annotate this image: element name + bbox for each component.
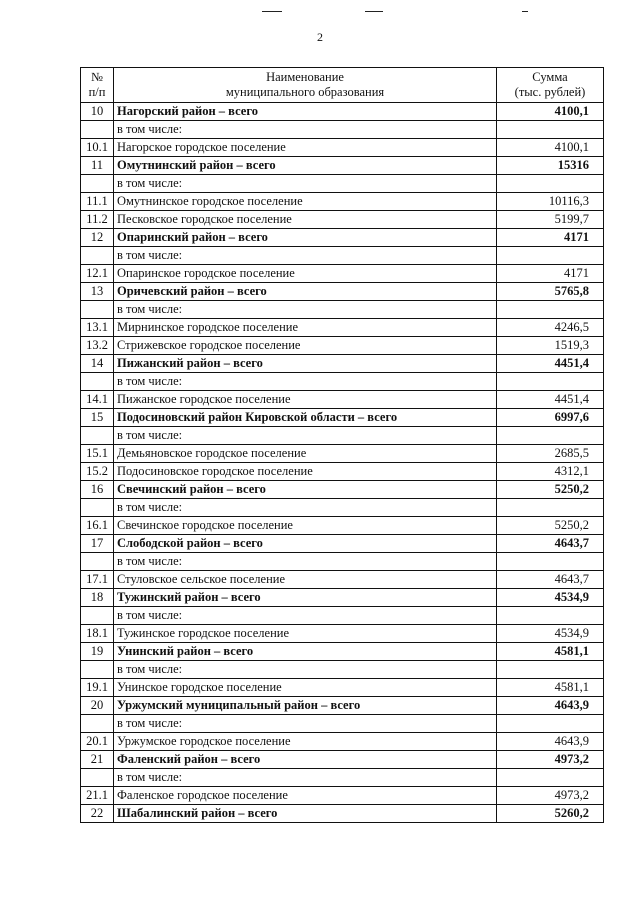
cell-name: Свечинское городское поселение bbox=[114, 517, 497, 535]
cell-name: в том числе: bbox=[114, 715, 497, 733]
cell-name: в том числе: bbox=[114, 607, 497, 625]
header-name-line: муниципального образования bbox=[225, 85, 385, 99]
cell-name: Опаринское городское поселение bbox=[114, 265, 497, 283]
cell-sum: 2685,5 bbox=[497, 445, 604, 463]
table-row bbox=[81, 715, 604, 733]
cell-sum: 4643,9 bbox=[497, 733, 604, 751]
cell-sum bbox=[497, 553, 604, 571]
cell-sum: 4100,1 bbox=[497, 139, 604, 157]
cell-num bbox=[81, 175, 114, 193]
table-body bbox=[81, 103, 604, 823]
table-row bbox=[81, 805, 604, 823]
table-row bbox=[81, 589, 604, 607]
cell-num: 17 bbox=[81, 535, 114, 553]
header-sum bbox=[497, 68, 604, 103]
table-row bbox=[81, 481, 604, 499]
cell-sum: 4581,1 bbox=[497, 643, 604, 661]
cell-name: Подосиновский район Кировской области – всего bbox=[114, 409, 497, 427]
table-row bbox=[81, 751, 604, 769]
cell-name: Мирнинское городское поселение bbox=[114, 319, 497, 337]
table-header-row bbox=[81, 68, 604, 103]
header-num-line: № bbox=[91, 70, 103, 84]
table-row bbox=[81, 391, 604, 409]
cell-sum: 4312,1 bbox=[497, 463, 604, 481]
cell-name: Омутнинское городское поселение bbox=[114, 193, 497, 211]
table-row bbox=[81, 229, 604, 247]
table-row bbox=[81, 337, 604, 355]
table-row bbox=[81, 787, 604, 805]
table-row bbox=[81, 247, 604, 265]
cell-sum bbox=[497, 715, 604, 733]
cell-name: Слободской район – всего bbox=[114, 535, 497, 553]
cell-num: 14 bbox=[81, 355, 114, 373]
cell-name: в том числе: bbox=[114, 301, 497, 319]
cell-num: 13 bbox=[81, 283, 114, 301]
cell-name: Стрижевское городское поселение bbox=[114, 337, 497, 355]
scan-mark bbox=[522, 11, 528, 12]
cell-name: Унинский район – всего bbox=[114, 643, 497, 661]
cell-num: 11.2 bbox=[81, 211, 114, 229]
cell-sum: 4643,7 bbox=[497, 535, 604, 553]
cell-num: 13.2 bbox=[81, 337, 114, 355]
table-row bbox=[81, 499, 604, 517]
table-row bbox=[81, 535, 604, 553]
cell-name: Пижанское городское поселение bbox=[114, 391, 497, 409]
cell-sum: 4973,2 bbox=[497, 751, 604, 769]
cell-num bbox=[81, 121, 114, 139]
cell-name: Шабалинский район – всего bbox=[114, 805, 497, 823]
table-row bbox=[81, 355, 604, 373]
cell-sum bbox=[497, 121, 604, 139]
cell-sum: 4973,2 bbox=[497, 787, 604, 805]
cell-sum: 4246,5 bbox=[497, 319, 604, 337]
cell-num bbox=[81, 769, 114, 787]
table-row bbox=[81, 157, 604, 175]
table-row bbox=[81, 607, 604, 625]
cell-num: 12.1 bbox=[81, 265, 114, 283]
cell-name: Уржумский муниципальный район – всего bbox=[114, 697, 497, 715]
table-row bbox=[81, 319, 604, 337]
cell-num: 11.1 bbox=[81, 193, 114, 211]
table-row bbox=[81, 571, 604, 589]
cell-name: в том числе: bbox=[114, 373, 497, 391]
table-row bbox=[81, 211, 604, 229]
table-row bbox=[81, 679, 604, 697]
cell-num: 14.1 bbox=[81, 391, 114, 409]
cell-name: Нагорский район – всего bbox=[114, 103, 497, 121]
cell-name: Стуловское сельское поселение bbox=[114, 571, 497, 589]
cell-name: в том числе: bbox=[114, 427, 497, 445]
cell-num: 11 bbox=[81, 157, 114, 175]
table-row bbox=[81, 265, 604, 283]
table-row bbox=[81, 427, 604, 445]
header-sum-line: Сумма bbox=[532, 70, 568, 84]
cell-sum bbox=[497, 175, 604, 193]
cell-sum: 4534,9 bbox=[497, 625, 604, 643]
table-row bbox=[81, 193, 604, 211]
table-row bbox=[81, 553, 604, 571]
cell-num: 22 bbox=[81, 805, 114, 823]
cell-name: в том числе: bbox=[114, 175, 497, 193]
cell-num bbox=[81, 553, 114, 571]
table-row bbox=[81, 301, 604, 319]
cell-sum bbox=[497, 373, 604, 391]
cell-name: Пижанский район – всего bbox=[114, 355, 497, 373]
cell-sum bbox=[497, 427, 604, 445]
cell-num: 10.1 bbox=[81, 139, 114, 157]
cell-name: Подосиновское городское поселение bbox=[114, 463, 497, 481]
cell-sum: 4643,7 bbox=[497, 571, 604, 589]
cell-sum: 5250,2 bbox=[497, 481, 604, 499]
cell-num: 17.1 bbox=[81, 571, 114, 589]
cell-num: 15.2 bbox=[81, 463, 114, 481]
cell-name: Нагорское городское поселение bbox=[114, 139, 497, 157]
cell-sum: 4171 bbox=[497, 229, 604, 247]
cell-name: в том числе: bbox=[114, 247, 497, 265]
table-row bbox=[81, 409, 604, 427]
header-name bbox=[114, 68, 497, 103]
cell-sum: 4451,4 bbox=[497, 355, 604, 373]
scan-mark bbox=[365, 11, 383, 12]
cell-num: 12 bbox=[81, 229, 114, 247]
cell-num bbox=[81, 499, 114, 517]
table-row bbox=[81, 373, 604, 391]
cell-num: 20 bbox=[81, 697, 114, 715]
table-row bbox=[81, 661, 604, 679]
cell-num bbox=[81, 607, 114, 625]
cell-num: 10 bbox=[81, 103, 114, 121]
cell-sum: 4171 bbox=[497, 265, 604, 283]
cell-sum: 10116,3 bbox=[497, 193, 604, 211]
cell-num bbox=[81, 247, 114, 265]
cell-sum: 6997,6 bbox=[497, 409, 604, 427]
cell-sum: 4643,9 bbox=[497, 697, 604, 715]
cell-name: Песковское городское поселение bbox=[114, 211, 497, 229]
header-num bbox=[81, 68, 114, 103]
cell-num: 16 bbox=[81, 481, 114, 499]
table-row bbox=[81, 103, 604, 121]
cell-sum: 5250,2 bbox=[497, 517, 604, 535]
table-row bbox=[81, 121, 604, 139]
table-row bbox=[81, 175, 604, 193]
table-row bbox=[81, 769, 604, 787]
cell-sum bbox=[497, 301, 604, 319]
cell-sum bbox=[497, 247, 604, 265]
cell-num bbox=[81, 715, 114, 733]
cell-num: 21 bbox=[81, 751, 114, 769]
cell-sum: 5260,2 bbox=[497, 805, 604, 823]
cell-name: в том числе: bbox=[114, 661, 497, 679]
cell-sum: 5765,8 bbox=[497, 283, 604, 301]
table-row bbox=[81, 517, 604, 535]
cell-name: в том числе: bbox=[114, 121, 497, 139]
page-number: 2 bbox=[317, 30, 323, 44]
table-row bbox=[81, 625, 604, 643]
cell-name: Уржумское городское поселение bbox=[114, 733, 497, 751]
cell-name: Фаленское городское поселение bbox=[114, 787, 497, 805]
cell-num bbox=[81, 427, 114, 445]
cell-sum: 4581,1 bbox=[497, 679, 604, 697]
cell-sum: 4100,1 bbox=[497, 103, 604, 121]
cell-num: 21.1 bbox=[81, 787, 114, 805]
header-sum-line: (тыс. рублей) bbox=[514, 85, 586, 99]
table-row bbox=[81, 463, 604, 481]
cell-sum: 1519,3 bbox=[497, 337, 604, 355]
cell-num bbox=[81, 661, 114, 679]
table-row bbox=[81, 445, 604, 463]
header-name-line: Наименование bbox=[266, 70, 344, 84]
cell-name: Оричевский район – всего bbox=[114, 283, 497, 301]
cell-sum: 15316 bbox=[497, 157, 604, 175]
cell-name: Опаринский район – всего bbox=[114, 229, 497, 247]
cell-name: в том числе: bbox=[114, 769, 497, 787]
cell-sum: 5199,7 bbox=[497, 211, 604, 229]
scan-mark bbox=[262, 11, 282, 12]
header-num-line: п/п bbox=[88, 85, 106, 99]
table-row bbox=[81, 139, 604, 157]
cell-name: Тужинский район – всего bbox=[114, 589, 497, 607]
table-row bbox=[81, 733, 604, 751]
cell-sum bbox=[497, 661, 604, 679]
table-row bbox=[81, 283, 604, 301]
cell-name: Свечинский район – всего bbox=[114, 481, 497, 499]
cell-num: 13.1 bbox=[81, 319, 114, 337]
cell-sum bbox=[497, 769, 604, 787]
cell-num: 18 bbox=[81, 589, 114, 607]
cell-name: Унинское городское поселение bbox=[114, 679, 497, 697]
cell-num: 19 bbox=[81, 643, 114, 661]
cell-num: 15.1 bbox=[81, 445, 114, 463]
cell-name: в том числе: bbox=[114, 499, 497, 517]
cell-num: 15 bbox=[81, 409, 114, 427]
cell-num: 20.1 bbox=[81, 733, 114, 751]
cell-num: 19.1 bbox=[81, 679, 114, 697]
cell-name: Омутнинский район – всего bbox=[114, 157, 497, 175]
table-row bbox=[81, 697, 604, 715]
cell-num: 16.1 bbox=[81, 517, 114, 535]
cell-name: Тужинское городское поселение bbox=[114, 625, 497, 643]
cell-num bbox=[81, 301, 114, 319]
cell-name: Фаленский район – всего bbox=[114, 751, 497, 769]
cell-num bbox=[81, 373, 114, 391]
cell-name: Демьяновское городское поселение bbox=[114, 445, 497, 463]
cell-num: 18.1 bbox=[81, 625, 114, 643]
cell-sum: 4534,9 bbox=[497, 589, 604, 607]
cell-sum bbox=[497, 607, 604, 625]
cell-sum bbox=[497, 499, 604, 517]
cell-sum: 4451,4 bbox=[497, 391, 604, 409]
table-row bbox=[81, 643, 604, 661]
budget-table bbox=[80, 67, 604, 823]
cell-name: в том числе: bbox=[114, 553, 497, 571]
